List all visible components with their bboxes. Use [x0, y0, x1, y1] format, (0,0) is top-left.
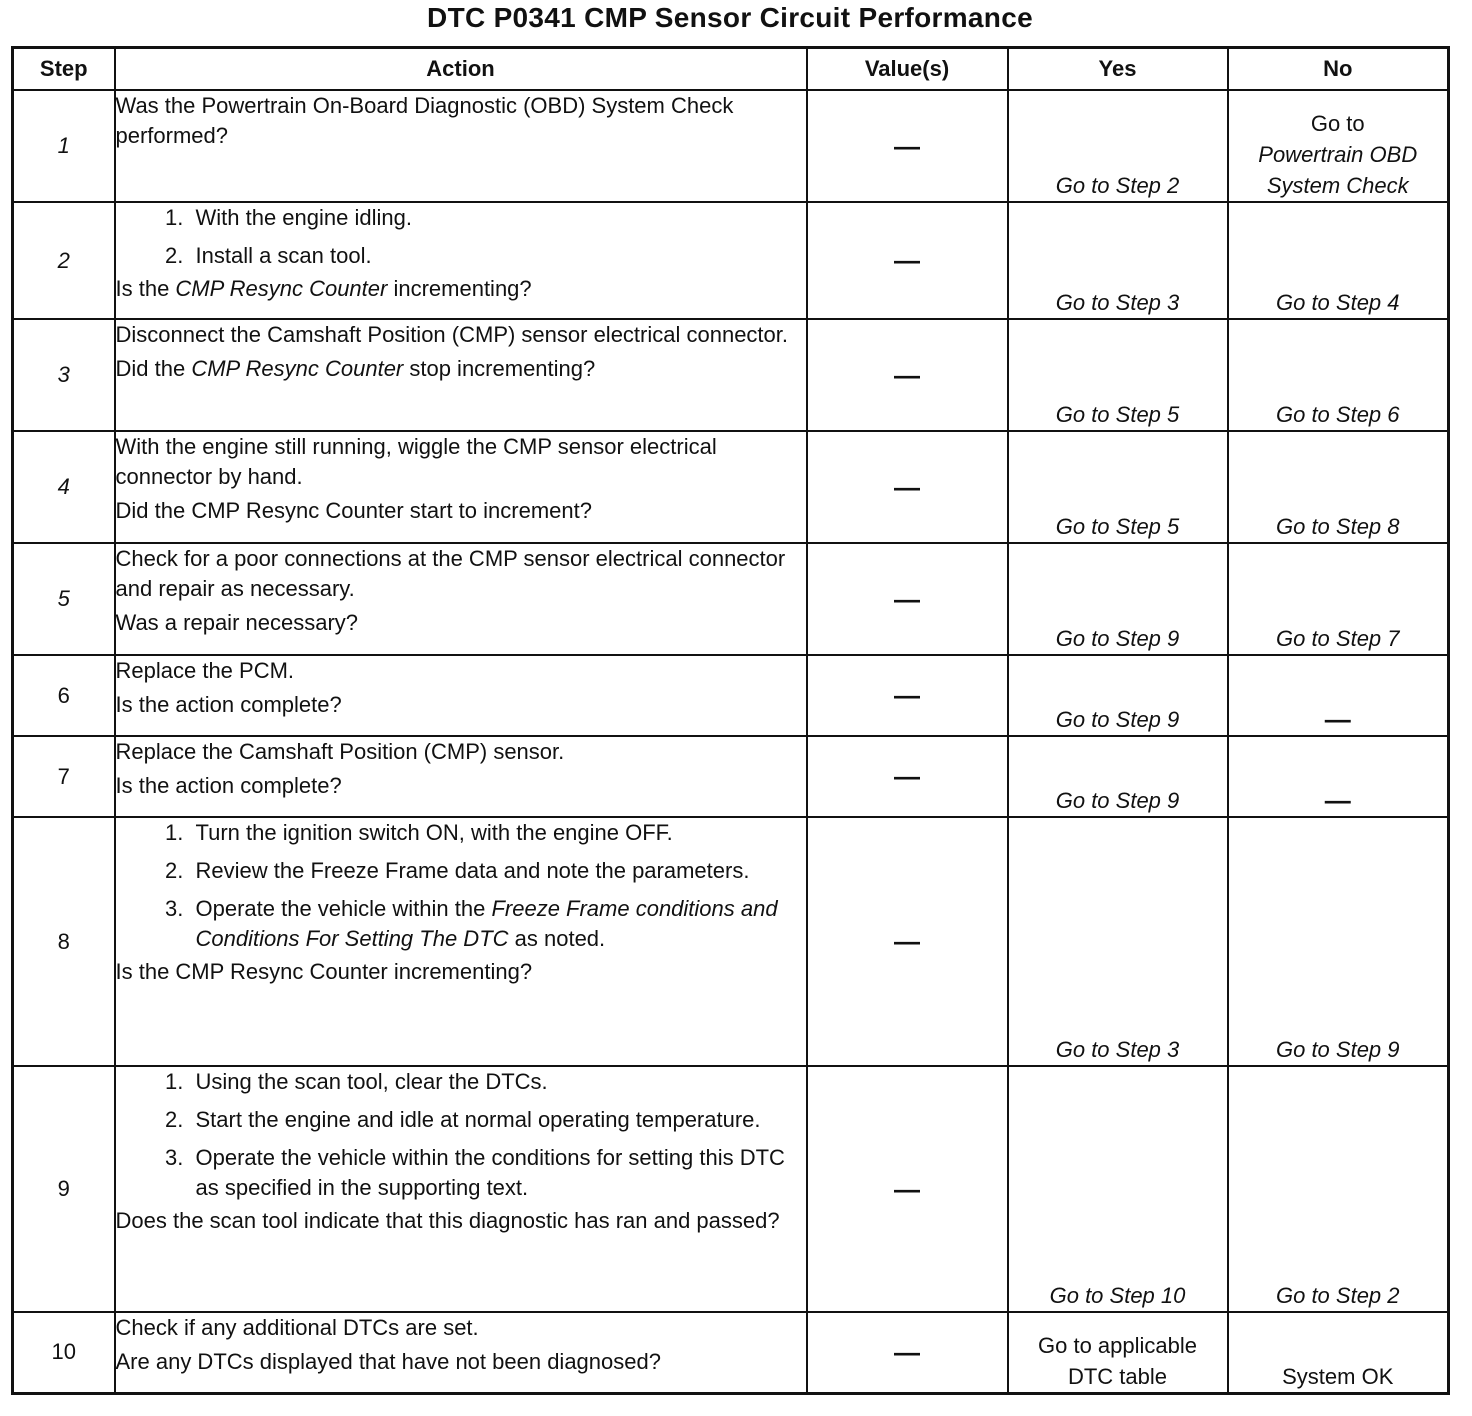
action-question: Is the CMP Resync Counter incrementing? [115, 276, 532, 301]
action-question: Is the action complete? [115, 773, 342, 798]
no-text: Go to Step 7 [1275, 626, 1400, 651]
step-number: 6 [13, 655, 115, 736]
yes-cell [1008, 817, 1228, 1066]
action-list-item: 1. With the engine idling. [190, 203, 806, 233]
action-text: Check for a poor connections at the CMP sensor electrical connector and repair as necessary. [115, 546, 786, 601]
value-cell: — [807, 319, 1008, 431]
action-text: With the engine still running, wiggle the CMP sensor electrical connector by hand. [115, 434, 717, 489]
table-row [13, 1312, 1449, 1393]
no-cell [1228, 1066, 1449, 1312]
step-number: 9 [13, 1066, 115, 1312]
table-row [13, 817, 1449, 1066]
action-text: Check if any additional DTCs are set. [115, 1315, 479, 1340]
table-row [13, 543, 1449, 655]
action-question: Is the CMP Resync Counter incrementing? [115, 959, 533, 984]
header-no: No [1228, 48, 1449, 91]
action-cell [115, 431, 807, 543]
action-cell [115, 90, 807, 202]
action-cell [115, 202, 807, 319]
no-cell [1228, 319, 1449, 431]
header-row [13, 48, 1449, 91]
action-question: Are any DTCs displayed that have not been diagnosed? [115, 1349, 661, 1374]
no-text: Go to Step 6 [1275, 402, 1400, 427]
step-number: 5 [13, 543, 115, 655]
header-action: Action [115, 48, 807, 91]
table-row [13, 655, 1449, 736]
yes-text: Go to Step 10 [1049, 1283, 1186, 1308]
action-list-item: 1. Using the scan tool, clear the DTCs. [190, 1067, 806, 1097]
yes-text: Go to Step 5 [1055, 402, 1180, 427]
table-row [13, 90, 1449, 202]
step-number: 2 [13, 202, 115, 319]
no-text: Go to Step 9 [1275, 1037, 1400, 1062]
yes-text: Go to Step 5 [1055, 514, 1180, 539]
action-cell [115, 1312, 807, 1393]
no-cell [1228, 431, 1449, 543]
action-question: Was a repair necessary? [115, 610, 359, 635]
yes-text: Go to Step 3 [1055, 290, 1180, 315]
action-list [116, 203, 806, 271]
yes-text: Go to Step 9 [1055, 707, 1180, 732]
yes-text: Go to Step 2 [1055, 173, 1180, 198]
action-question: Did the CMP Resync Counter stop incrementing? [115, 356, 596, 381]
table-row [13, 736, 1449, 817]
action-text: Was the Powertrain On-Board Diagnostic (OBD) System Check performed? [115, 93, 734, 148]
no-cell: — [1228, 736, 1449, 817]
header-values: Value(s) [807, 48, 1008, 91]
step-number: 1 [13, 90, 115, 202]
step-number: 4 [13, 431, 115, 543]
yes-cell [1008, 736, 1228, 817]
action-text: Replace the Camshaft Position (CMP) sensor. [115, 739, 565, 764]
value-cell: — [807, 817, 1008, 1066]
action-cell [115, 817, 807, 1066]
action-list [116, 1067, 806, 1203]
yes-text: Go to Step 9 [1055, 788, 1180, 813]
action-cell [115, 736, 807, 817]
value-cell: — [807, 202, 1008, 319]
action-cell [115, 655, 807, 736]
no-text: Go to Step 2 [1275, 1283, 1400, 1308]
value-cell: — [807, 90, 1008, 202]
no-cell [1228, 90, 1449, 202]
value-cell: — [807, 543, 1008, 655]
no-cell: — [1228, 655, 1449, 736]
yes-text: Go to Step 3 [1055, 1037, 1180, 1062]
table-row [13, 431, 1449, 543]
yes-cell [1008, 655, 1228, 736]
action-list-item: 3. Operate the vehicle within the conditions for setting this DTC as specified in the supporting text. [190, 1143, 806, 1203]
value-cell: — [807, 655, 1008, 736]
yes-text-line1: Go to applicable [1038, 1332, 1197, 1358]
step-number: 8 [13, 817, 115, 1066]
yes-cell [1008, 1066, 1228, 1312]
action-question: Does the scan tool indicate that this diagnostic has ran and passed? [115, 1208, 780, 1233]
value-cell: — [807, 1312, 1008, 1393]
no-text: Go to Step 8 [1275, 514, 1400, 539]
action-list-item: 2. Install a scan tool. [190, 241, 806, 271]
yes-cell [1008, 202, 1228, 319]
table-row [13, 202, 1449, 319]
no-text-line1: Go to [1310, 111, 1365, 136]
yes-text: Go to Step 9 [1055, 626, 1180, 651]
no-cell [1228, 817, 1449, 1066]
value-cell: — [807, 736, 1008, 817]
table-row [13, 319, 1449, 431]
yes-cell [1008, 1312, 1228, 1393]
header-step: Step [13, 48, 115, 91]
yes-cell [1008, 543, 1228, 655]
value-cell: — [807, 431, 1008, 543]
header-yes: Yes [1008, 48, 1228, 91]
no-cell: System OK [1228, 1312, 1449, 1393]
action-list-item: 2. Review the Freeze Frame data and note the parameters. [190, 856, 806, 886]
action-list-item: 3. Operate the vehicle within the Freeze Frame conditions and Conditions For Setting The DTC as noted. [190, 894, 806, 954]
yes-text-line2: DTC table [1067, 1363, 1168, 1389]
step-number: 10 [13, 1312, 115, 1393]
value-cell: — [807, 1066, 1008, 1312]
action-cell [115, 1066, 807, 1312]
action-cell [115, 319, 807, 431]
action-question: Is the action complete? [115, 692, 342, 717]
page-title: DTC P0341 CMP Sensor Circuit Performance [427, 2, 1033, 33]
step-number: 7 [13, 736, 115, 817]
action-list [116, 818, 806, 954]
yes-cell [1008, 90, 1228, 202]
yes-cell [1008, 431, 1228, 543]
no-text-line2: Powertrain OBD System Check [1258, 142, 1418, 198]
no-cell [1228, 543, 1449, 655]
no-text: Go to Step 4 [1275, 290, 1400, 315]
action-list-item: 1. Turn the ignition switch ON, with the engine OFF. [190, 818, 806, 848]
action-list-item: 2. Start the engine and idle at normal operating temperature. [190, 1105, 806, 1135]
action-text: Disconnect the Camshaft Position (CMP) sensor electrical connector. [115, 322, 789, 347]
dtc-table [11, 46, 1450, 1395]
action-question: Did the CMP Resync Counter start to increment? [115, 498, 592, 523]
action-cell [115, 543, 807, 655]
yes-cell [1008, 319, 1228, 431]
action-text: Replace the PCM. [115, 658, 295, 683]
step-number: 3 [13, 319, 115, 431]
table-row [13, 1066, 1449, 1312]
no-cell [1228, 202, 1449, 319]
